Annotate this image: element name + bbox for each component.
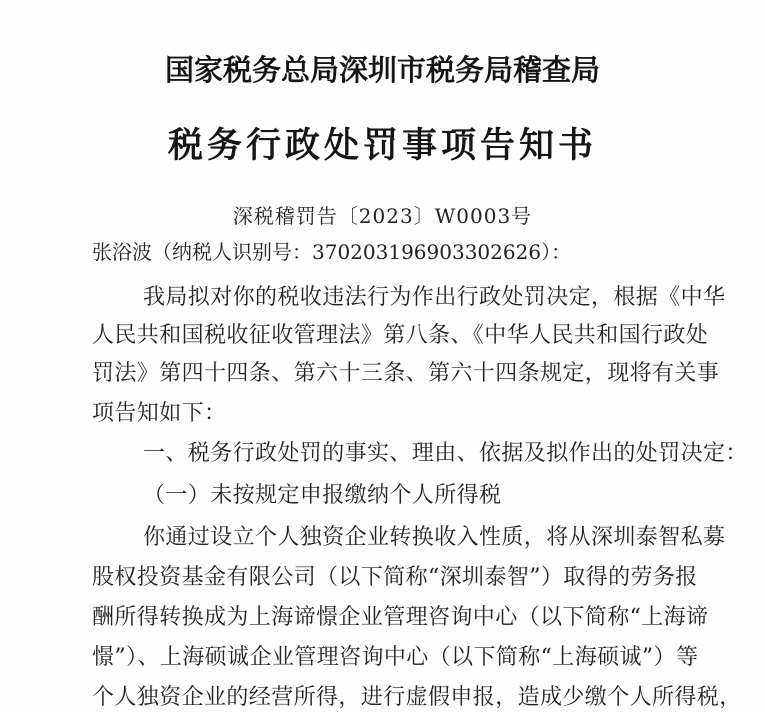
issuing-authority: 国家税务总局深圳市税务局稽查局 [164,53,600,87]
body-line: 股权投资基金有限公司（以下简称“深圳泰智”）取得的劳务报 [92,565,698,590]
body-line: 个人独资企业的经营所得，进行虚假申报，造成少缴个人所得税， [92,685,742,710]
section-heading: 一、税务行政处罚的事实、理由、依据及拟作出的处罚决定： [143,441,748,466]
body-line: 憬”）、上海硕诚企业管理咨询中心（以下简称“上海硕诚”）等 [92,645,699,670]
body-line: 你通过设立个人独资企业转换收入性质，将从深圳泰智私募 [143,525,726,550]
document-number: 深税稽罚告〔2023〕W0003号 [232,204,533,228]
body-line: 我局拟对你的税收违法行为作出行政处罚决定，根据《中华 [143,285,726,310]
addressee: 张浴波（纳税人识别号：370203196903302626）： [92,240,572,264]
body-line: 罚法》第四十四条、第六十三条、第六十四条规定，现将有关事 [92,361,720,386]
subsection-heading: （一）未按规定申报缴纳个人所得税 [143,483,502,508]
body-line: 人民共和国税收征收管理法》第八条、《中华人民共和国行政处 [92,323,709,348]
document-title: 税务行政处罚事项告知书 [167,125,597,166]
body-line: 项告知如下： [92,401,227,426]
body-line: 酬所得转换成为上海谛憬企业管理咨询中心（以下简称“上海谛 [92,605,709,630]
